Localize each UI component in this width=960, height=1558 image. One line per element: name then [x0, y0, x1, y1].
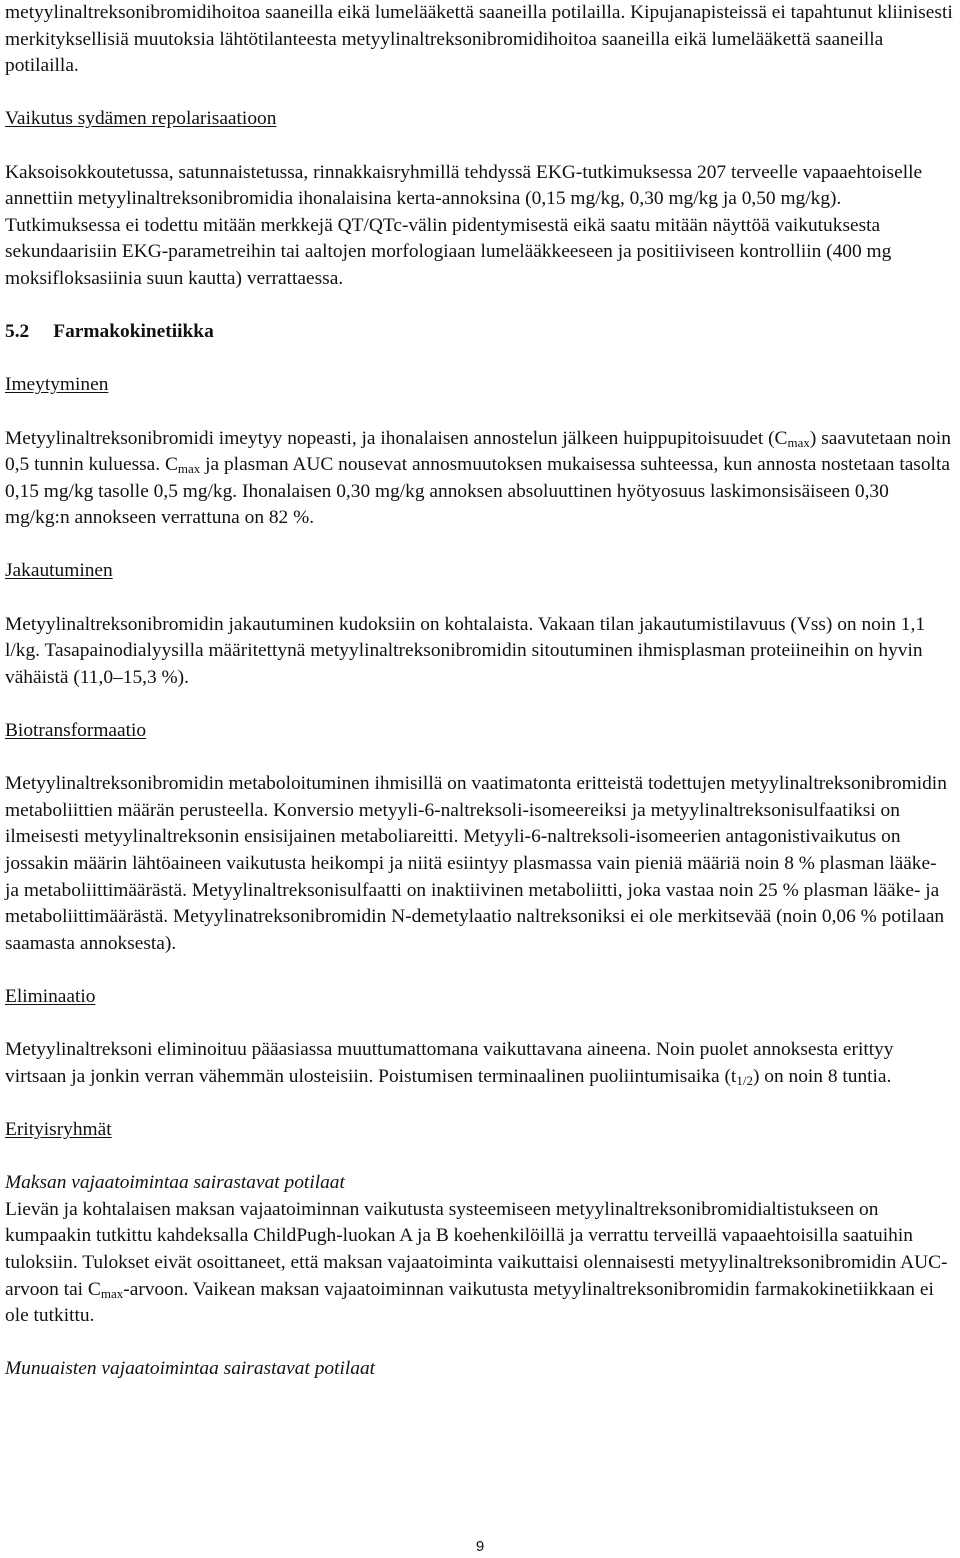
- elimination-heading: Eliminaatio: [5, 985, 96, 1007]
- elimination-paragraph: [5, 1037, 955, 1090]
- absorption-text-3: ja plasman AUC nousevat annosmuutoksen mukaisessa suhteessa, kun annosta nostetaan tasolta 0,15 mg/kg tasolle 0,5 mg/kg. Ihonalaisen 0,30 mg/kg annoksen absoluuttinen hyötyosuus laskimonsisäiseen 0,30 mg/kg:n annokseen verrattuna on 82 %.: [5, 454, 950, 529]
- elimination-text-2: ) on noin 8 tuntia.: [752, 1065, 892, 1087]
- hepatic-text-1: Lievän ja kohtalaisen maksan vajaatoiminnan vaikutusta systeemiseen metyylinaltreksonibromidialtistukseen on kumpaakin tutkittu kahdeksalla ChildPugh-luokan A ja B koehenkilöillä ja verrattu terveillä vapaaehtoisilla saatuihin tuloksiin. Tulokset eivät osoittaneet, että maksan vajaatoiminta vaikuttaisi olennaisesti metyylinaltreksonibromidin AUC-arvoon tai C: [5, 1198, 948, 1300]
- half-life-subscript: 1/2: [736, 1072, 753, 1088]
- repolarisation-heading: Vaikutus sydämen repolarisaatioon: [5, 108, 277, 130]
- cmax-subscript: max: [100, 1285, 124, 1301]
- document-page: [5, 0, 955, 1383]
- renal-impairment-title: Munuaisten vajaatoimintaa sairastavat potilaat: [5, 1358, 376, 1380]
- absorption-text-1: Metyylinaltreksonibromidi imeytyy nopeasti, ja ihonalaisen annostelun jälkeen huippupitoisuudet (C: [5, 427, 788, 449]
- absorption-text-2: ) saavutetaan noin 0,5 tunnin kuluessa. C: [5, 427, 951, 476]
- hepatic-impairment-title: Maksan vajaatoimintaa sairastavat potilaat: [5, 1172, 345, 1194]
- absorption-heading: Imeytyminen: [5, 374, 109, 396]
- elimination-text-1: Metyylinaltreksoni eliminoituu pääasiassa muuttumattomana vaikuttavana aineena. Noin puolet annoksesta erittyy virtsaan ja jonkin verran vähemmän ulosteisiin. Poistumisen terminaalinen puoliintumisaika (t: [5, 1039, 894, 1087]
- section-title: Farmakokinetiikka: [53, 321, 214, 343]
- absorption-paragraph: [5, 426, 955, 532]
- hepatic-impairment-paragraph: [5, 1197, 955, 1330]
- special-populations-heading: Erityisryhmät: [5, 1118, 112, 1140]
- biotransformation-heading: Biotransformaatio: [5, 720, 147, 742]
- section-heading: [5, 319, 955, 346]
- cmax-subscript: max: [177, 461, 201, 477]
- cmax-subscript: max: [787, 434, 810, 450]
- distribution-heading: Jakautuminen: [5, 560, 113, 582]
- intro-paragraph: metyylinaltreksonibromidihoitoa saaneilla eikä lumelääkettä saaneilla potilailla. Kipujanapisteissä ei tapahtunut kliinisesti merkityksellisiä muutoksia lähtötilanteesta metyylinaltreksonibromidihoitoa saaneilla eikä lumelääkettä saaneilla potilailla.: [5, 2, 953, 77]
- repolarisation-paragraph: Kaksoisokkoutetussa, satunnaistetussa, rinnakkaisryhmillä tehdyssä EKG-tutkimuksessa 207 terveelle vapaaehtoiselle annettiin metyylinaltreksonibromidia ihonalaisina kerta-annoksina (0,15 mg/kg, 0,30 mg/kg ja 0,50 mg/kg). Tutkimuksessa ei todettu mitään merkkejä QT/QTc-välin pidentymisestä eikä saatu mitään näyttöä vaikutuksesta sekundaarisiin EKG-parametreihin tai aaltojen morfologiaan lumelääkkeeseen ja positiiviseen kontrolliin (400 mg moksifloksasiinia suun kautta) verrattaessa.: [5, 161, 923, 289]
- hepatic-text-2: -arvoon. Vaikean maksan vajaatoiminnan vaikutusta metyylinaltreksonibromidin farmakokinetiikkaan ei ole tutkittu.: [5, 1278, 934, 1327]
- biotransformation-paragraph: Metyylinaltreksonibromidin metaboloituminen ihmisillä on vaatimatonta eritteistä todettujen metyylinaltreksonibromidin metaboliittien määrän perusteella. Konversio metyyli-6-naltreksoli-isomeereiksi ja metyylinaltreksonisulfaatiksi on ilmeisesti metyylinaltreksonin ensisijainen metaboliareitti. Metyyli-6-naltreksoli-isomeerien antagonistivaikutus on jossakin määrin lähtöaineen vaikutusta heikompi ja niitä esiintyy plasmassa vain pieniä määriä noin 8 % plasman lääke- ja metaboliittimäärästä. Metyylinaltreksonisulfaatti on inaktiivinen metaboliitti, joka vastaa noin 25 % plasman lääke- ja metaboliittimäärästä. Metyylinatreksonibromidin N-demetylaatio naltreksoniksi ei ole merkitsevää (noin 0,06 % potilaan saamasta annoksesta).: [5, 773, 947, 954]
- page-number: 9: [475, 1538, 485, 1555]
- distribution-paragraph: Metyylinaltreksonibromidin jakautuminen kudoksiin on kohtalaista. Vakaan tilan jakautumistilavuus (Vss) on noin 1,1 l/kg. Tasapainodialyysilla määritettynä metyylinaltreksonibromidin sitoutuminen ihmisplasman proteiineihin on hyvin vähäistä (11,0–15,3 %).: [5, 613, 926, 688]
- section-number: 5.2: [5, 321, 30, 343]
